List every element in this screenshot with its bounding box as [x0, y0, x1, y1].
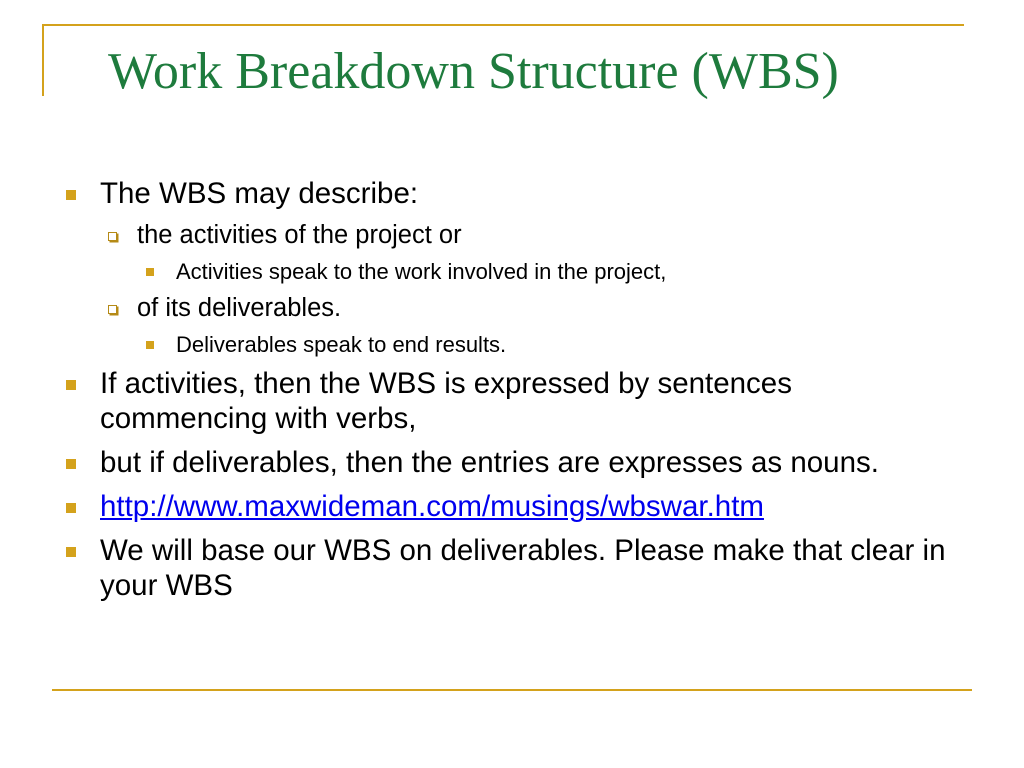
bullet-list [60, 176, 960, 612]
sub-bullet-item [60, 220, 960, 251]
bottom-rule [52, 689, 972, 691]
bullet-item [60, 445, 960, 480]
small-square-bullet-icon [146, 341, 154, 349]
sub-bullet-text: of its deliverables. [137, 294, 342, 322]
slide-title: Work Breakdown Structure (WBS) [108, 43, 839, 100]
hollow-square-bullet-icon [108, 305, 117, 314]
bullet-text: We will base our WBS on deliverables. Please make that clear in your WBS [100, 534, 946, 602]
bullet-text: The WBS may describe: [100, 177, 419, 210]
sub-bullet-item [60, 293, 960, 324]
bullet-item [60, 176, 960, 211]
sub-sub-bullet-item [60, 331, 960, 358]
left-rule [42, 24, 44, 96]
small-square-bullet-icon [146, 268, 154, 276]
square-bullet-icon [66, 459, 76, 469]
hollow-square-bullet-icon [108, 232, 117, 241]
wbs-reference-link[interactable]: http://www.maxwideman.com/musings/wbswar.htm [100, 490, 764, 523]
square-bullet-icon [66, 380, 76, 390]
bullet-item [60, 489, 960, 524]
square-bullet-icon [66, 547, 76, 557]
top-rule [42, 24, 964, 26]
bullet-text: but if deliverables, then the entries are expresses as nouns. [100, 446, 879, 479]
sub-sub-bullet-text: Activities speak to the work involved in the project, [176, 259, 667, 284]
sub-sub-bullet-text: Deliverables speak to end results. [176, 332, 507, 357]
bullet-item [60, 533, 960, 603]
bullet-text: If activities, then the WBS is expressed by sentences commencing with verbs, [100, 367, 792, 435]
sub-sub-bullet-item [60, 258, 960, 285]
bullet-item [60, 366, 960, 436]
square-bullet-icon [66, 503, 76, 513]
square-bullet-icon [66, 190, 76, 200]
sub-bullet-text: the activities of the project or [137, 221, 462, 249]
